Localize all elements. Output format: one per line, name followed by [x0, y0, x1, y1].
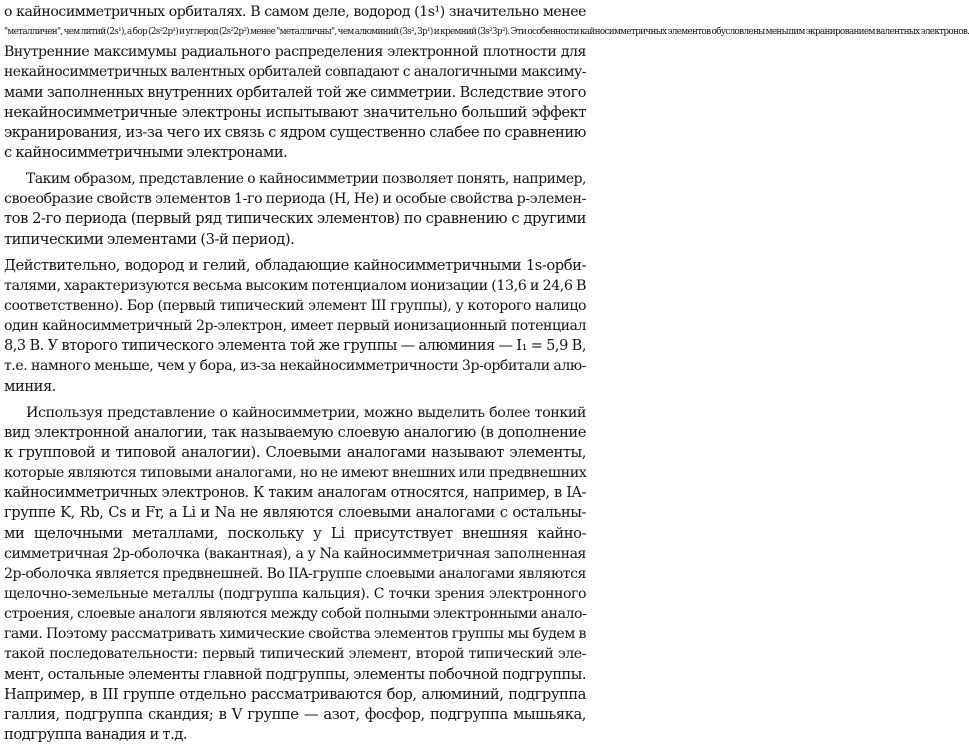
text-line: которые являются типовыми аналогами, но не имеют внешних или предвнешних: [4, 465, 587, 482]
text-line: к групповой и типовой аналогии). Слоевыми аналогами называют элементы,: [4, 443, 586, 461]
text-line: типическими элементами (3-й период).: [4, 230, 295, 248]
text-line: один кайносимметричный 2p-электрон, имеет первый ионизационный потенциал: [4, 318, 586, 335]
text-line: ми щелочными металлами, поскольку у Li присутствует внешняя кайно-: [4, 524, 586, 542]
text-line: Используя представление о кайносимметрии, можно выделить более тонкий: [26, 404, 586, 421]
text-line: симметричная 2p-оболочка (вакантная), а у Na кайносимметричная заполненная: [4, 545, 586, 562]
text-line: Внутренние максимумы радиального распределения электронной плотности для: [4, 44, 586, 61]
text-line: миния.: [4, 377, 57, 395]
text-line: Действительно, водород и гелий, обладающие кайносимметричными 1s-орби-: [4, 256, 586, 274]
text-line: 2p-оболочка является предвнешней. Во IIA-группе слоевыми аналогами являются: [4, 565, 586, 582]
text-line: 8,3 В. У второго типического элемента той же группы — алюминия — I₁ = 5,9 В,: [4, 338, 586, 355]
paragraph-4: [4, 403, 586, 745]
text-line: строения, слоевые аналоги являются между собой полными электронными анало-: [4, 606, 587, 623]
document-page: [4, 2, 969, 745]
text-line: тов 2-го периода (первый ряд типических элементов) по сравнению с другими: [4, 210, 586, 228]
paragraph-1: [4, 2, 969, 163]
text-line: щелочно-земельные металлы (подгруппа кальция). С точки зрения электронного: [4, 585, 586, 602]
text-line: с кайносимметричными электронами.: [4, 143, 288, 161]
text-line: группе K, Rb, Cs и Fr, а Li и Na не являются слоевыми аналогами с остальны-: [4, 504, 586, 522]
text-line: кайносимметричных электронов. К таким аналогам относятся, например, в IA-: [4, 485, 586, 502]
text-line: мами заполненных внутренних орбиталей той же симметрии. Вследствие этого: [4, 84, 586, 101]
text-line: гами. Поэтому рассматривать химические свойства элементов группы мы будем в: [4, 626, 586, 643]
text-line: вид электронной аналогии, так называемую слоевую аналогию (в дополнение: [4, 423, 586, 441]
text-line: мент, остальные элементы главной подгруппы, элементы побочной подгруппы.: [4, 666, 586, 683]
text-line: соответственно). Бор (первый типический элемент III группы), у которого налицо: [4, 297, 586, 314]
text-line: Например, в III группе отдельно рассматриваются бор, алюминий, подгруппа: [4, 685, 586, 703]
paragraph-3: [4, 256, 586, 397]
text-line: талями, характеризуются весьма высоким потенциалом ионизации (13,6 и 24,6 В: [4, 277, 587, 294]
text-line: о кайносимметричных орбиталях. В самом деле, водород (1s¹) значительно менее: [4, 4, 586, 20]
text-line: галлия, подгруппа скандия; в V группе — азот, фосфор, подгруппа мышьяка,: [4, 705, 586, 723]
paragraph-2: [4, 169, 586, 250]
text-line: некайносимметричных валентных орбиталей совпадают с аналогичными максиму-: [4, 64, 586, 81]
text-line: "металличен", чем литий (2s¹), а бор (2s²2p¹) и углерод (2s²2p²) менее "металличны", чем алюминий (3s², 3p¹) и кремний (3s²3p²). Эти особенности кайносимметричных элементов обусловлены меньшим экранированием валентных электронов.: [4, 27, 969, 38]
text-line: некайносимметричные электроны испытывают значительно больший эффект: [4, 103, 586, 121]
text-line: такой последовательности: первый типический элемент, второй типический эле-: [4, 646, 586, 663]
text-line: своеобразие свойств элементов 1-го периода (H, He) и особые свойства p-элемен-: [4, 191, 586, 208]
text-line: Таким образом, представление о кайносимметрии позволяет понять, например,: [26, 171, 586, 188]
text-line: экранирования, из-за чего их связь с ядром существенно слабее по сравнению: [4, 123, 586, 141]
text-line: подгруппа ванадия и т.д.: [4, 725, 188, 743]
text-line: т.е. намного меньше, чем у бора, из-за некайносимметричности 3p-орбитали алю-: [4, 358, 586, 375]
